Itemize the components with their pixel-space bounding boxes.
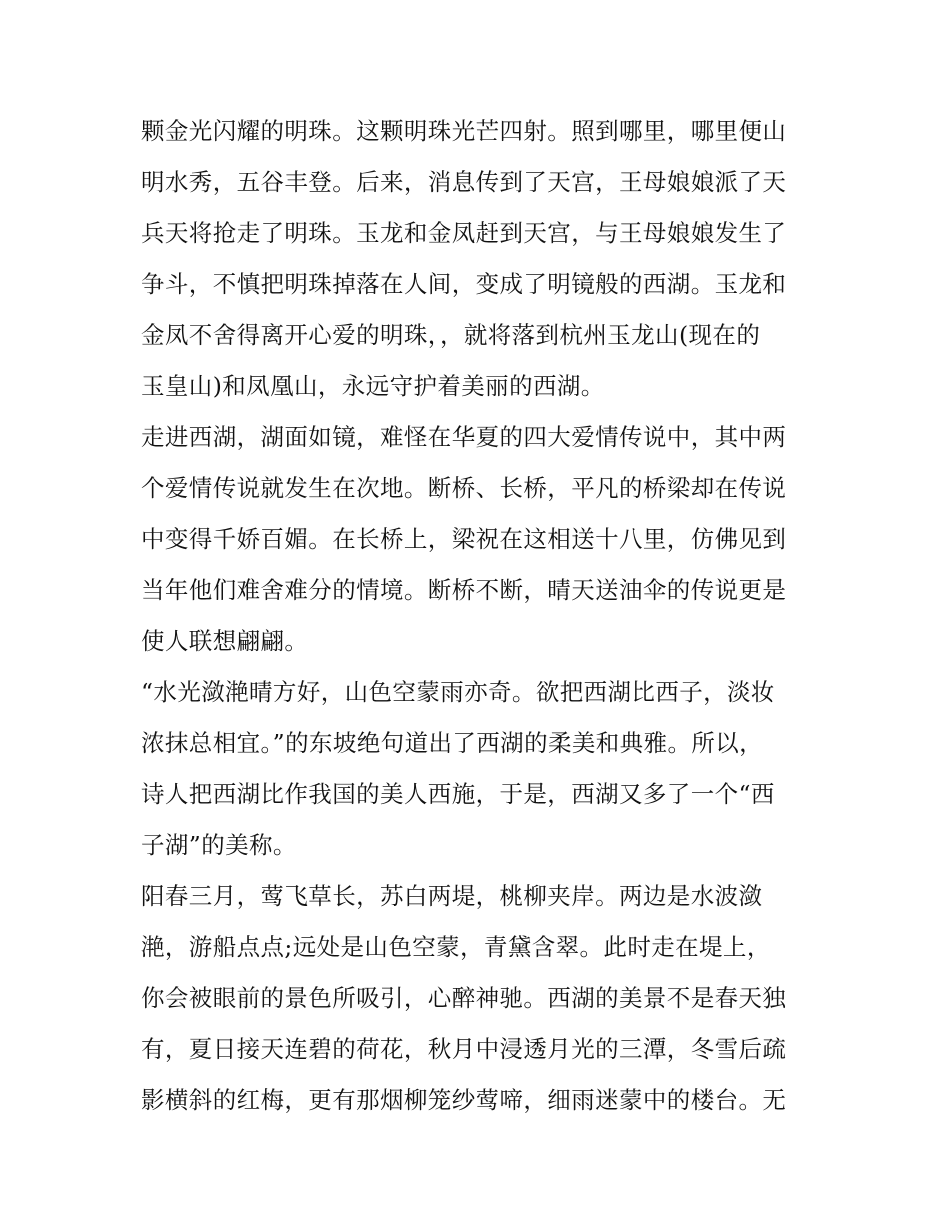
text-line: 子湖”的美称。 <box>141 831 297 859</box>
text-line: 你会被眼前的景色所吸引，心醉神驰。西湖的美景不是春天独 <box>141 984 787 1012</box>
text-line: 个爱情传说就发生在次地。断桥、长桥，平凡的桥梁却在传说 <box>141 474 787 502</box>
text-line: 颗金光闪耀的明珠。这颗明珠光芒四射。照到哪里，哪里便山 <box>141 117 787 145</box>
text-line: 影横斜的红梅，更有那烟柳笼纱莺啼，细雨迷蒙中的楼台。无 <box>141 1086 787 1114</box>
text-line: 浓抹总相宜。”的东坡绝句道出了西湖的柔美和典雅。所以， <box>141 729 764 757</box>
text-line: 当年他们难舍难分的情境。断桥不断，晴天送油伞的传说更是 <box>141 576 787 604</box>
text-line: 中变得千娇百媚。在长桥上，梁祝在这相送十八里，仿佛见到 <box>141 525 787 553</box>
text-line: 走进西湖，湖面如镜，难怪在华夏的四大爱情传说中，其中两 <box>141 423 787 451</box>
text-line: 阳春三月，莺飞草长，苏白两堤，桃柳夹岸。两边是水波潋 <box>141 882 763 910</box>
text-line: 滟，游船点点;远处是山色空蒙，青黛含翠。此时走在堤上， <box>141 933 771 961</box>
body-text <box>141 106 821 1126</box>
text-line: 兵天将抢走了明珠。玉龙和金凤赶到天宫，与王母娘娘发生了 <box>141 219 787 247</box>
text-line: “水光潋滟晴方好，山色空蒙雨亦奇。欲把西湖比西子，淡妆 <box>141 678 775 706</box>
text-line: 玉皇山)和凤凰山，永远守护着美丽的西湖。 <box>141 372 605 400</box>
text-line: 争斗，不慎把明珠掉落在人间，变成了明镜般的西湖。玉龙和 <box>141 270 787 298</box>
text-line: 金凤不舍得离开心爱的明珠，，就将落到杭州玉龙山(现在的 <box>141 321 761 349</box>
text-line: 明水秀，五谷丰登。后来，消息传到了天宫，王母娘娘派了天 <box>141 168 787 196</box>
text-line: 诗人把西湖比作我国的美人西施，于是，西湖又多了一个“西 <box>141 780 775 808</box>
text-line: 使人联想翩翩。 <box>141 627 309 655</box>
text-line: 有，夏日接天连碧的荷花，秋月中浸透月光的三潭，冬雪后疏 <box>141 1035 787 1063</box>
